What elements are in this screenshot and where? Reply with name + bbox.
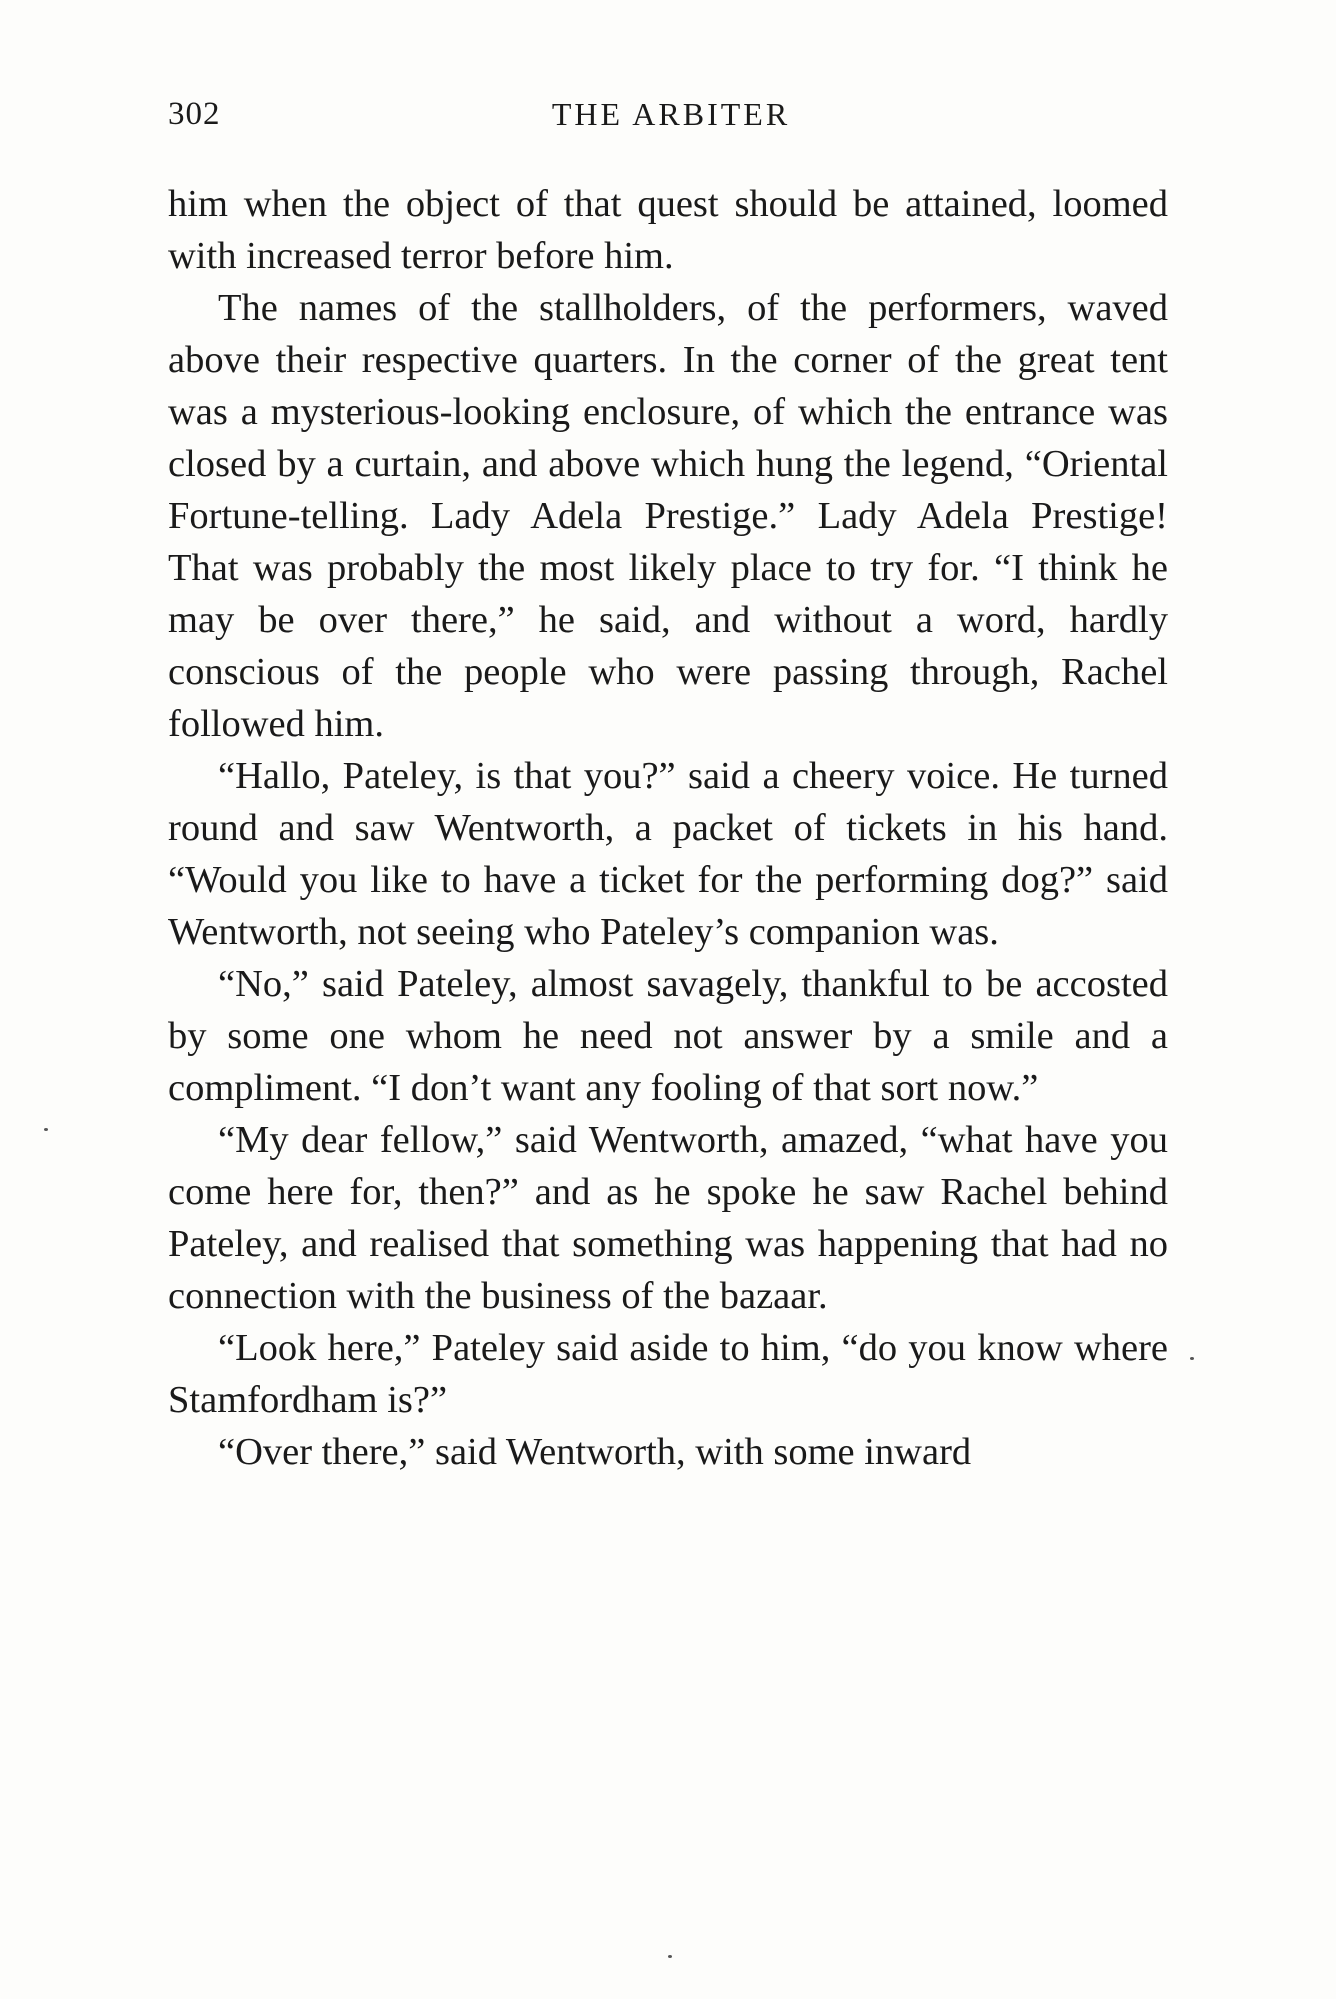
paragraph: The names of the stallholders, of the performers, waved above their respective quarters. In the corner of the great tent was a mysterious-looking enclosure, of which the entrance was closed by a curtain, and above which hung the legend, “Oriental Fortune-telling. Lady Adela Prestige.” Lady Adela Prestige! That was probably the most likely place to try for. “I think he may be over there,” he said, and without a word, hardly conscious of the people who were passing through, Rachel followed him.: [168, 287, 1168, 745]
running-title: THE ARBITER: [551, 96, 791, 132]
paragraph: “Look here,” Pateley said aside to him, “do you know where Stamfordham is?”: [168, 1327, 1168, 1421]
paragraph: “Over there,” said Wentworth, with some inward: [218, 1431, 972, 1473]
paper-speck: [668, 1955, 672, 1958]
paragraph: “My dear fellow,” said Wentworth, amazed, “what have you come here for, then?” and as he spoke he saw Rachel behind Pateley, and realised that something was happening that had no connection with the business of the bazaar.: [168, 1119, 1168, 1317]
paper-speck: [1190, 1357, 1194, 1360]
paragraph: “Hallo, Pateley, is that you?” said a cheery voice. He turned round and saw Wentworth, a packet of tickets in his hand. “Would you like to have a ticket for the performing dog?” said Wentworth, not seeing who Pateley’s companion was.: [168, 755, 1168, 953]
running-head: [168, 96, 1174, 146]
paragraph: “No,” said Pateley, almost savagely, thankful to be accosted by some one whom he need not answer by a smile and a compliment. “I don’t want any fooling of that sort now.”: [168, 963, 1168, 1109]
paper-speck: [44, 1128, 48, 1131]
page-number: 302: [168, 96, 221, 132]
paragraph-continuation: him when the object of that quest should be attained, loomed with increased terror before him.: [168, 183, 1168, 277]
body-text: [168, 178, 1168, 1478]
